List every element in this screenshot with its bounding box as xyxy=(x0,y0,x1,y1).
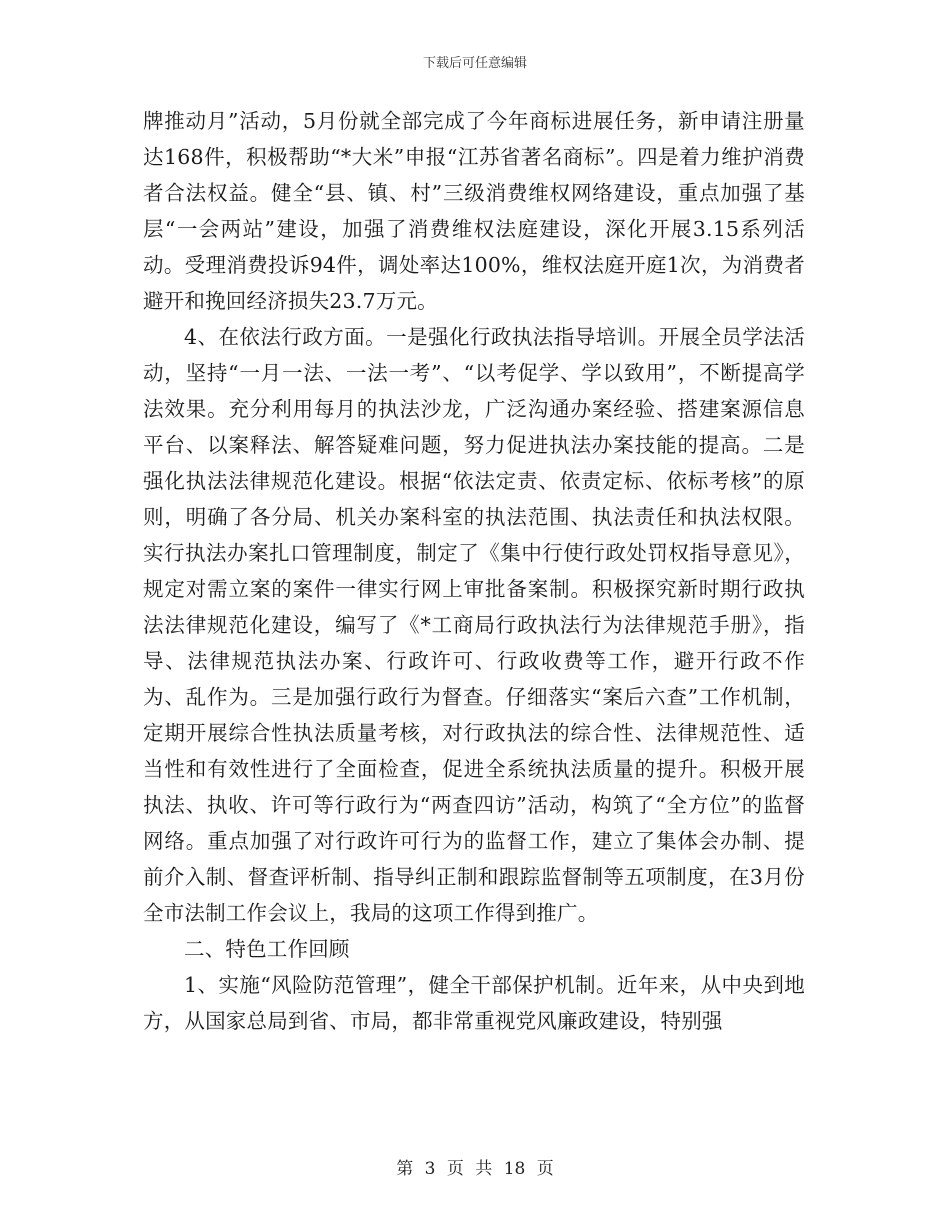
document-body xyxy=(143,103,805,1039)
paragraph-continued: 牌推动月”活动，5月份就全部完成了今年商标进展任务，新申请注册量达168件，积极帮助“*大米”申报“江苏省著名商标”。四是着力维护消费者合法权益。健全“县、镇、村”三级消费维权网络建设，重点加强了基层“一会两站”建设，加强了消费维权法庭建设，深化开展3.15系列活动。受理消费投诉94件，调处率达100%，维权法庭开庭1次，为消费者避开和挽回经济损失23.7万元。 xyxy=(143,109,805,313)
page-footer: 第 3 页 共 18 页 xyxy=(396,1159,554,1179)
page-header: 下载后可任意编辑 xyxy=(422,56,527,71)
paragraph-risk-management: 1、实施“风险防范管理”，健全干部保护机制。近年来，从中央到地方，从国家总局到省、市局，都非常重视党风廉政建设，特别强 xyxy=(143,973,805,1033)
section-heading: 二、特色工作回顾 xyxy=(184,937,350,961)
paragraph-administration: 4、在依法行政方面。一是强化行政执法指导培训。开展全员学法活动，坚持“一月一法、一法一考”、“以考促学、学以致用”，不断提高学法效果。充分利用每月的执法沙龙，广泛沟通办案经验、搭建案源信息平台、以案释法、解答疑难问题，努力促进执法办案技能的提高。二是强化执法法律规范化建设。根据“依法定责、依责定标、依标考核”的原则，明确了各分局、机关办案科室的执法范围、执法责任和执法权限。实行执法办案扎口管理制度，制定了《集中行使行政处罚权指导意见》，规定对需立案的案件一律实行网上审批备案制。积极探究新时期行政执法法律规范化建设，编写了《*工商局行政执法行为法律规范手册》，指导、法律规范执法办案、行政许可、行政收费等工作，避开行政不作为、乱作为。三是加强行政行为督查。仔细落实“案后六查”工作机制，定期开展综合性执法质量考核，对行政执法的综合性、法律规范性、适当性和有效性进行了全面检查，促进全系统执法质量的提升。积极开展执法、执收、许可等行政行为“两查四访”活动，构筑了“全方位”的监督网络。重点加强了对行政许可行为的监督工作，建立了集体会办制、提前介入制、督查评析制、指导纠正制和跟踪监督制等五项制度，在3月份全市法制工作会议上，我局的这项工作得到推广。 xyxy=(143,325,805,925)
